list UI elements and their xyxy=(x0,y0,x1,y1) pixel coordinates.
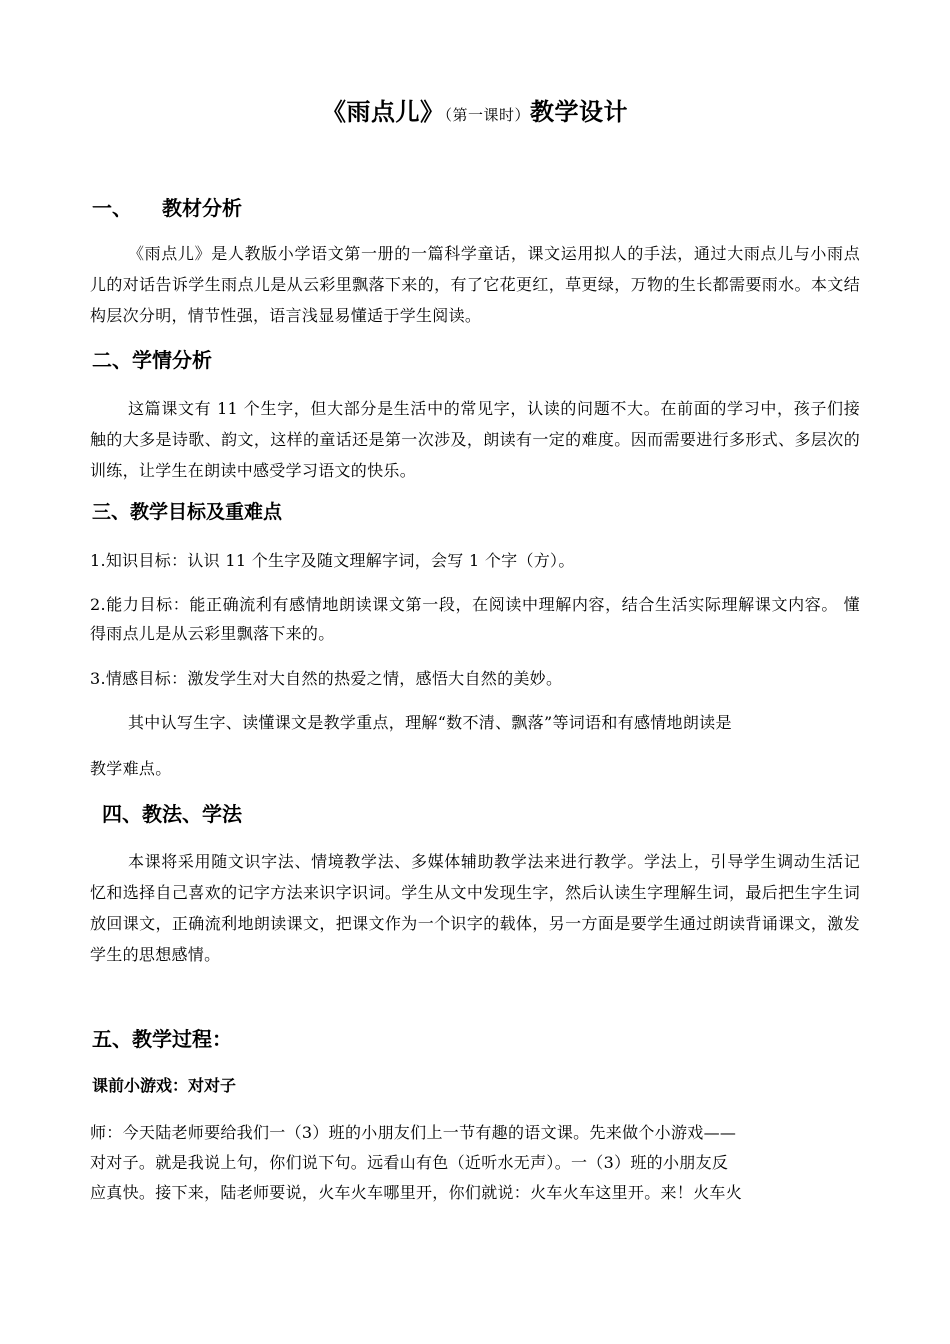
section-1-heading xyxy=(92,194,242,222)
section-5-heading: 五、教学过程： xyxy=(92,1027,232,1051)
section-3-heading: 三、教学目标及重难点 xyxy=(92,501,283,523)
document-title xyxy=(0,92,950,127)
section-4-paragraph: 本课将采用随文识字法、情境教学法、多媒体辅助教学法来进行教学。学法上，引导学生调动生活记忆和选择自己喜欢的记字方法来识字识词。学生从文中发现生字，然后认读生字理解生词，最后把生字生词放回课文，正确流利地朗读课文，把课文作为一个识字的载体，另一方面是要学生通过朗读背诵课文，激发学生的思想感情。 xyxy=(90,852,860,964)
goal-emotion: 3.情感目标：激发学生对大自然的热爱之情，感悟大自然的美妙。 xyxy=(90,669,563,688)
goal-knowledge: 1.知识目标：认识 11 个生字及随文理解字词，会写 1 个字（方）。 xyxy=(90,551,575,570)
title-subtitle: （第一课时） xyxy=(444,106,530,124)
title-main-close: 教学设计 xyxy=(530,98,628,126)
dialogue-line-3: 应真快。接下来，陆老师要说，火车火车哪里开，你们就说：火车火车这里开。来！火车火 xyxy=(90,1183,743,1202)
key-points-line-1: 其中认写生字、读懂课文是教学重点，理解“数不清、飘落”等词语和有感情地朗读是 xyxy=(128,713,732,732)
section-1-label: 教材分析 xyxy=(162,196,242,220)
section-2-paragraph: 这篇课文有 11 个生字，但大部分是生活中的常见字，认读的问题不大。在前面的学习中，孩子们接触的大多是诗歌、韵文，这样的童话还是第一次涉及，朗读有一定的难度。因而需要进行多形式、多层次的训练，让学生在朗读中感受学习语文的快乐。 xyxy=(90,399,860,480)
goal-ability: 2.能力目标：能正确流利有感情地朗读课文第一段，在阅读中理解内容，结合生活实际理解课文内容。 懂得雨点儿是从云彩里飘落下来的。 xyxy=(90,595,860,643)
key-points-line-2: 教学难点。 xyxy=(90,759,172,778)
section-4-heading: 四、教法、学法 xyxy=(102,802,242,826)
section-1-number: 一、 xyxy=(92,196,132,220)
title-main-open: 《雨点儿》 xyxy=(321,98,445,126)
section-1-paragraph: 《雨点儿》是人教版小学语文第一册的一篇科学童话，课文运用拟人的手法，通过大雨点儿与小雨点儿的对话告诉学生雨点儿是从云彩里飘落下来的，有了它花更红，草更绿，万物的生长都需要雨水。本文结构层次分明，情节性强，语言浅显易懂适于学生阅读。 xyxy=(90,244,860,325)
dialogue-line-2: 对对子。就是我说上句，你们说下句。远看山有色（近听水无声）。一（3）班的小朋友反 xyxy=(90,1153,729,1172)
dialogue-line-1: 师：今天陆老师要给我们一（3）班的小朋友们上一节有趣的语文课。先来做个小游戏—— xyxy=(90,1123,737,1142)
section-2-heading: 二、学情分析 xyxy=(92,348,212,372)
warmup-game-subheading: 课前小游戏：对对子 xyxy=(92,1076,237,1095)
